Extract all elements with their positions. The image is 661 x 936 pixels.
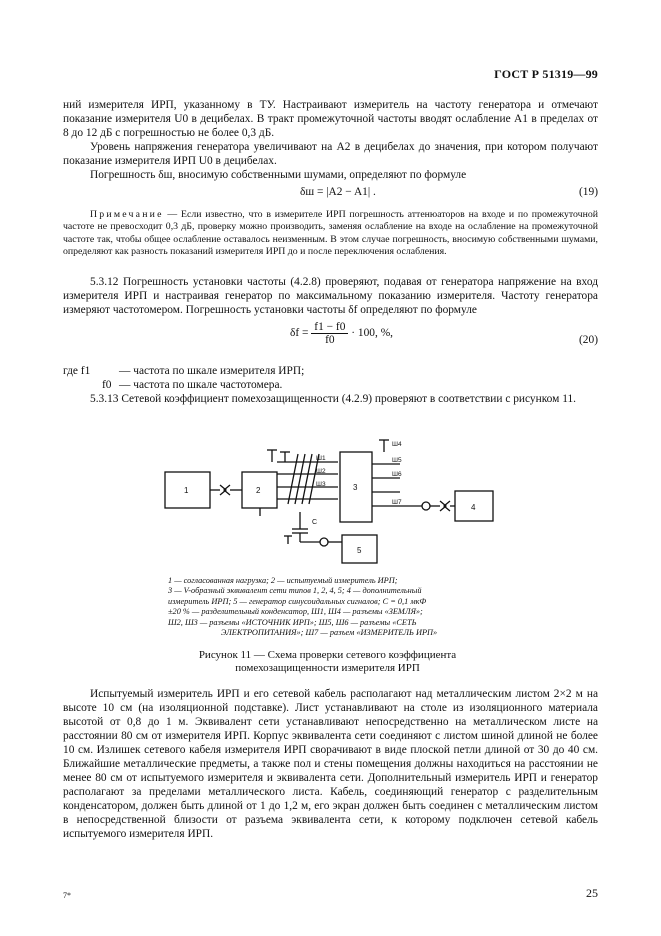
formula-19: δш = |A2 − A1| . [300,186,376,198]
block-2-label: 2 [256,486,261,495]
paragraph-setup: Испытуемый измеритель ИРП и его сетевой кабель располагают над металлическим листом 2×2 м на высоте 10 см (на изоляционной подставке). Лист устанавливают на столе из изоляционного материала высотой от 0,8 до 1 м. Эквивалент сети устанавливают непосредственно на металлическом листе на расстоянии 80 см от измерителя ИРП. Корпус эквивалента сети соединяют с листом шиной длиной не более 10 см. Излишек сетевого кабеля измерителя ИРП сворачивают в виде плоской петли длиной от 30 до 40 см. Ближайшие металлические предметы, а также пол и стены помещения должны находиться на расстоянии не менее 80 см от испытуемого измерителя и эквивалента сети. Дополнительный измеритель ИРП и генератор располагают за пределами металлического листа. Кабель, соединяющий генератор с разделительным конденсатором, должен быть длиной от 1 до 1,2 м, его экран должен быть соединен с металлическим листом в непосредственной близости от разъема эквивалента сети, к которому подключен сетевой кабель испытуемого измерителя ИРП. [63,688,598,840]
block-3-label: 3 [353,483,358,492]
label-sh1: Ш1 [316,455,326,462]
formula-20-tail: · 100, %, [351,327,394,340]
standard-header: ГОСТ Р 51319—99 [494,67,598,81]
legend-line: измеритель ИРП; 5 — генератор синусоидальных сигналов; С = 0,1 мкФ [168,596,427,606]
figure-title: Рисунок 11 — Схема проверки сетевого коэффициента помехозащищенности измерителя ИРП [198,649,457,674]
label-sh2: Ш2 [316,468,326,475]
note-text: — Если известно, что в измерителе ИРП погрешность аттенюаторов на входе и по промежуточной частоте не превосходит 0,3 дБ, проверку можно производить, заменяя ослабление на входе на ослабление на промежуточной частоте так, чтобы общее ослабление оставалось неизменным. В этом случае погрешность, вносимую собственными шумами, определяют как разность показаний измерителя ИРП до и после переключения ослабления. [63,209,598,257]
paragraph-generator-level: Уровень напряжения генератора увеличивают на A2 в децибелах до значения, при котором получают показание измерителя ИРП U0 в децибелах. [63,141,598,167]
legend-line: Ш2, Ш3 — разъемы «ИСТОЧНИК ИРП»; Ш5, Ш6 — разъемы «СЕТЬ [168,617,417,627]
paragraph-continuation: ний измерителя ИРП, указанному в ТУ. Настраивают измеритель на частоту генератора и отмечают показание измерителя U0 в децибелах. В тракт промежуточной частоты вводят ослабление A1 в пределах от 8 до 12 дБ с погрешностью не более 0,3 дБ. [63,99,598,139]
where-line-1 [63,364,598,378]
formula-20-number: (20) [579,334,598,346]
formula-20-fraction [311,321,348,346]
page-number: 25 [586,886,598,900]
where-line-2 [102,378,582,392]
formula-20-denominator: f0 [325,334,335,346]
where-f0-text: — частота по шкале частотомера. [119,379,283,391]
where-f0: f0 [102,379,112,391]
label-sh5: Ш5 [392,457,402,464]
legend-line: 1 — согласованная нагрузка; 2 — испытуемый измеритель ИРП; [168,576,398,585]
note-label: Примечание [90,209,164,220]
label-capacitor: C [312,519,318,526]
paragraph-5-3-13: 5.3.13 Сетевой коэффициент помехозащищенности (4.2.9) проверяют в соответствии с рисунком 11. [90,393,577,405]
block-1-label: 1 [184,486,189,495]
block-4-label: 4 [471,503,476,512]
where-f1-text: — частота по шкале измерителя ИРП; [119,365,305,377]
block-5-label: 5 [357,546,362,555]
figure-11-schematic [160,432,500,582]
figure-legend [168,576,490,638]
label-sh3: Ш3 [316,481,326,488]
formula-19-number: (19) [579,186,598,198]
formula-20 [290,321,393,346]
label-sh7: Ш7 [392,499,402,506]
formula-20-lhs: δf = [290,327,309,340]
footer-signature: 7* [63,891,71,900]
label-sh6: Ш6 [392,471,402,478]
legend-line: ЭЛЕКТРОПИТАНИЯ»; Ш7 — разъем «ИЗМЕРИТЕЛЬ ИРП» [220,628,438,638]
legend-line: ±20 % — разделительный конденсатор, Ш1, Ш4 — разъемы «ЗЕМЛЯ»; [168,607,423,617]
legend-line: 3 — V-образный эквивалент сети типов 1, 2, 4, 5; 4 — дополнительный [168,586,422,596]
paragraph-5-3-12: 5.3.12 Погрешность установки частоты (4.2.8) проверяют, подавая от генератора напряжение на вход измерителя ИРП и настраивая генератор по максимальному показанию измерителя. Частоту генератора измеряют частотомером. Погрешность установки частоты δf определяют по формуле [63,276,598,316]
note-block [63,209,598,258]
formula-20-numerator: f1 − f0 [311,321,348,334]
where-f1: где f1 [63,365,91,377]
paragraph-noise-error: Погрешность δш, вносимую собственными шумами, определяют по формуле [90,169,467,181]
label-sh4: Ш4 [392,441,402,448]
